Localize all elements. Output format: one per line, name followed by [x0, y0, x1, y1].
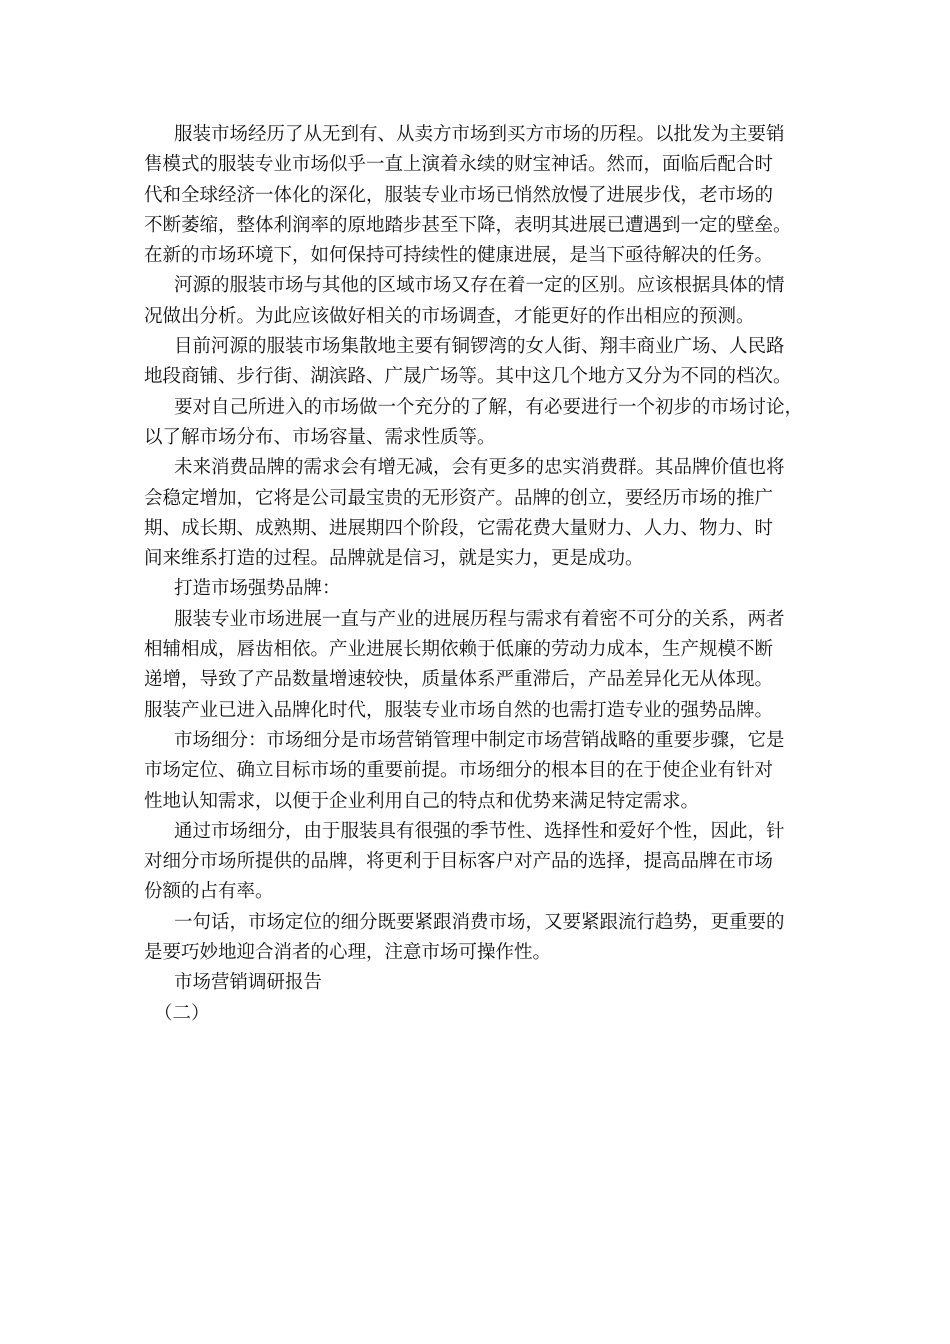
text-line: 地段商铺、步行街、湖滨路、广晟广场等。其中这几个地方又分为不同的档次。	[144, 366, 792, 388]
paragraph	[144, 332, 812, 393]
paragraph	[144, 453, 812, 574]
text-line: 河源的服装市场与其他的区域市场又存在着一定的区别。应该根据具体的情	[174, 275, 785, 297]
paragraph	[144, 393, 812, 454]
text-line: 递增，导致了产品数量增速较快，质量体系严重滞后，产品差异化无从体现。	[144, 669, 774, 691]
paragraph	[144, 271, 812, 332]
paragraph	[144, 120, 812, 271]
text-line: 期、成长期、成熟期、进展期四个阶段，它需花费大量财力、人力、物力、时	[144, 517, 774, 539]
text-line: 打造市场强势品牌：	[174, 578, 341, 600]
text-line: 相辅相成，唇齿相依。产业进展长期依赖于低廉的劳动力成本，生产规模不断	[144, 639, 774, 661]
text-line: 服装市场经历了从无到有、从卖方市场到买方市场的历程。以批发为主要销	[174, 124, 785, 145]
text-line: 要对自己所进入的市场做一个充分的了解，有必要进行一个初步的市场讨论，	[174, 396, 804, 418]
paragraph	[144, 968, 812, 998]
paragraph	[144, 605, 812, 726]
text-line: 市场细分：市场细分是市场营销管理中制定市场营销战略的重要步骤，它是	[174, 729, 785, 751]
paragraph	[144, 574, 812, 604]
paragraph	[144, 817, 812, 908]
text-line: 间来维系打造的过程。品牌就是信习，就是实力，更是成功。	[144, 548, 644, 570]
text-line: 会稳定增加，它将是公司最宝贵的无形资产。品牌的创立，要经历市场的推广	[144, 487, 774, 509]
text-line: 在新的市场环境下，如何保持可持续性的健康进展，是当下亟待解决的任务。	[144, 245, 774, 267]
text-line: 目前河源的服装市场集散地主要有铜锣湾的女人街、翔丰商业广场、人民路	[174, 336, 785, 358]
text-line: 售模式的服装专业市场似乎一直上演着永续的财宝神话。然而，面临后配合时	[144, 154, 774, 176]
text-line: 对细分市场所提供的品牌，将更利于目标客户对产品的选择，提高品牌在市场	[144, 851, 774, 873]
text-line: 服装产业已进入品牌化时代，服装专业市场自然的也需打造专业的强势品牌。	[144, 699, 774, 721]
text-line: 通过市场细分，由于服装具有很强的季节性、选择性和爱好个性，因此，针	[174, 820, 785, 842]
text-line: 份额的占有率。	[144, 881, 274, 903]
text-line: 况做出分析。为此应该做好相关的市场调查，才能更好的作出相应的预测。	[144, 305, 755, 327]
text-line: 市场定位、确立目标市场的重要前提。市场细分的根本目的在于使企业有针对	[144, 760, 774, 782]
paragraph	[144, 999, 812, 1029]
text-line: 以了解市场分布、市场容量、需求性质等。	[144, 426, 496, 448]
text-line: 不断萎缩，整体利润率的原地踏步甚至下降，表明其进展已遭遇到一定的壁垒。	[144, 214, 792, 236]
text-line: 服装专业市场进展一直与产业的进展历程与需求有着密不可分的关系，两者	[174, 608, 785, 630]
paragraph	[144, 726, 812, 817]
text-line: 代和全球经济一体化的深化，服装专业市场已悄然放慢了进展步伐，老市场的	[144, 184, 774, 206]
paragraph	[144, 908, 812, 969]
text-line: 一句话，市场定位的细分既要紧跟消费市场，又要紧跟流行趋势，更重要的	[174, 911, 785, 933]
document-body	[144, 120, 812, 1029]
text-line: 性地认知需求，以便于企业利用自己的特点和优势来满足特定需求。	[144, 790, 700, 812]
text-line: 是要巧妙地迎合消者的心理，注意市场可操作性。	[144, 942, 552, 964]
text-line: 未来消费品牌的需求会有增无减，会有更多的忠实消费群。其品牌价值也将	[174, 457, 785, 479]
text-line: 市场营销调研报告	[174, 972, 323, 994]
text-line: （二）	[154, 1002, 210, 1024]
